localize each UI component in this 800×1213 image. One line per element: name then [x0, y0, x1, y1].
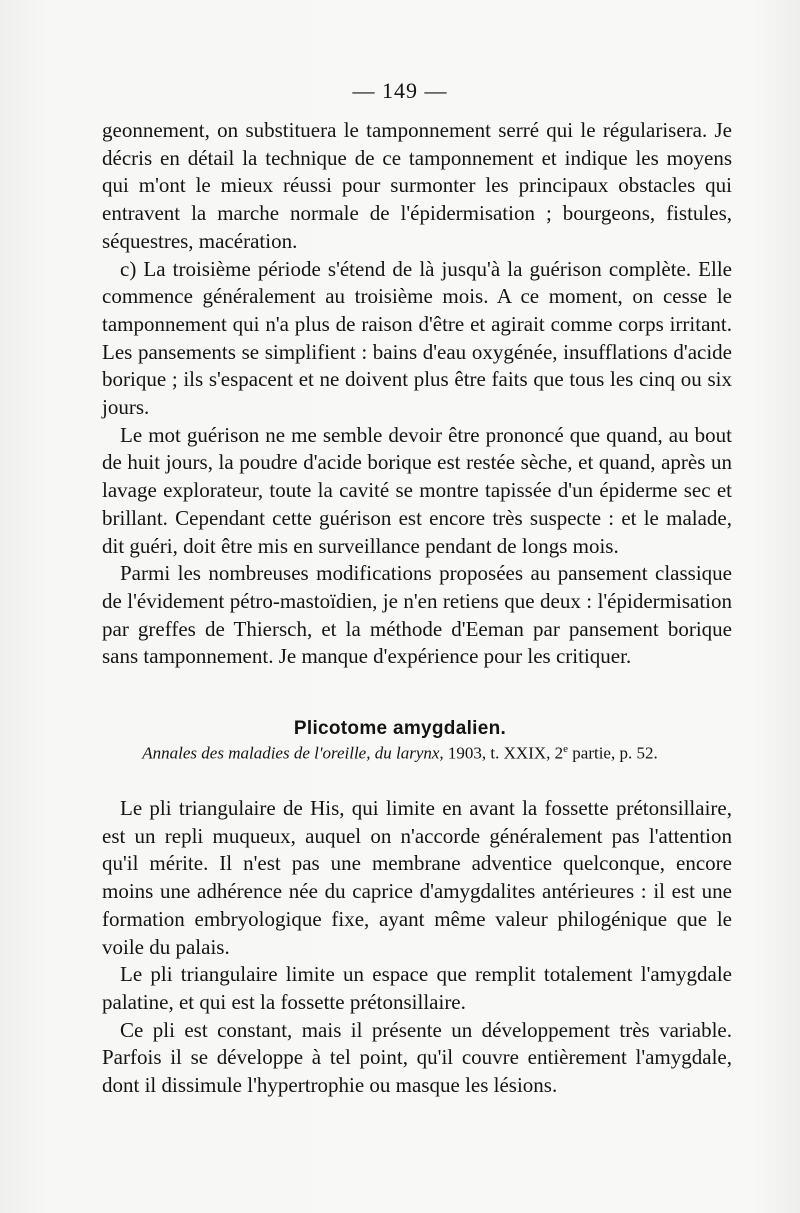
section-title: Plicotome amygdalien.: [293, 718, 507, 739]
text-block-upper: [102, 117, 732, 671]
text-block-lower: [102, 795, 732, 1100]
paragraph: Le mot guérison ne me semble devoir être prononcé que quand, au bout de huit jours, la poudre d'acide borique est restée sèche, et quand, après un lavage explorateur, toute la cavité se montre tapissée d'un épiderme sec et brillant. Cependant cette guérison est encore très suspecte : et le malade, dit guéri, doit être mis en surveillance pendant de longs mois.: [102, 422, 732, 558]
paragraph: geonnement, on substituera le tamponnement serré qui le régularisera. Je décris en détail la technique de ce tamponnement et indique les moyens qui m'ont le mieux réussi pour surmonter les principaux obstacles qui entravent la marche normale de l'épidermisation ; bourgeons, fistules, séquestres, macération.: [102, 118, 732, 253]
paragraph: Le pli triangulaire limite un espace que remplit totalement l'amygdale palatine, et qui est la fossette prétonsillaire.: [102, 962, 732, 1014]
paragraph: Le pli triangulaire de His, qui limite en avant la fossette prétonsillaire, est un repli muqueux, auquel on n'accorde généralement pas l'attention qu'il mérite. Il n'est pas une membrane adventice quelconque, encore moins une adhérence née du caprice d'amygdalites antérieures : il est une formation embryologique fixe, ayant même valeur philogénique que le voile du palais.: [102, 796, 732, 959]
reference-pages: partie, p. 52.: [568, 743, 658, 763]
reference-journal: Annales des maladies de l'oreille, du larynx,: [142, 743, 444, 763]
paragraph: Ce pli est constant, mais il présente un développement très variable. Parfois il se développe à tel point, qu'il couvre entièrement l'amygdale, dont il dissimule l'hypertrophie ou masque les lésions.: [102, 1017, 732, 1098]
reference-volume: 1903, t. XXIX, 2: [447, 743, 564, 763]
section-reference: [0, 743, 800, 764]
paragraph: c) La troisième période s'étend de là jusqu'à la guérison complète. Elle commence généralement au troisième mois. A ce moment, on cesse le tamponnement qui n'a plus de raison d'être et agirait comme corps irritant. Les pansements se simplifient : bains d'eau oxygénée, insufflations d'acide borique ; ils s'espacent et ne doivent plus être faits que tous les cinq ou six jours.: [102, 256, 732, 420]
paragraph: Parmi les nombreuses modifications proposées au pansement classique de l'évidement pétro-mastoïdien, je n'en retiens que deux : l'épidermisation par greffes de Thiersch, et la méthode d'Eeman par pansement borique sans tamponnement. Je manque d'expérience pour les critiquer.: [102, 561, 732, 669]
reference-superscript: e: [563, 743, 569, 755]
page-number: — 149 —: [352, 78, 448, 103]
